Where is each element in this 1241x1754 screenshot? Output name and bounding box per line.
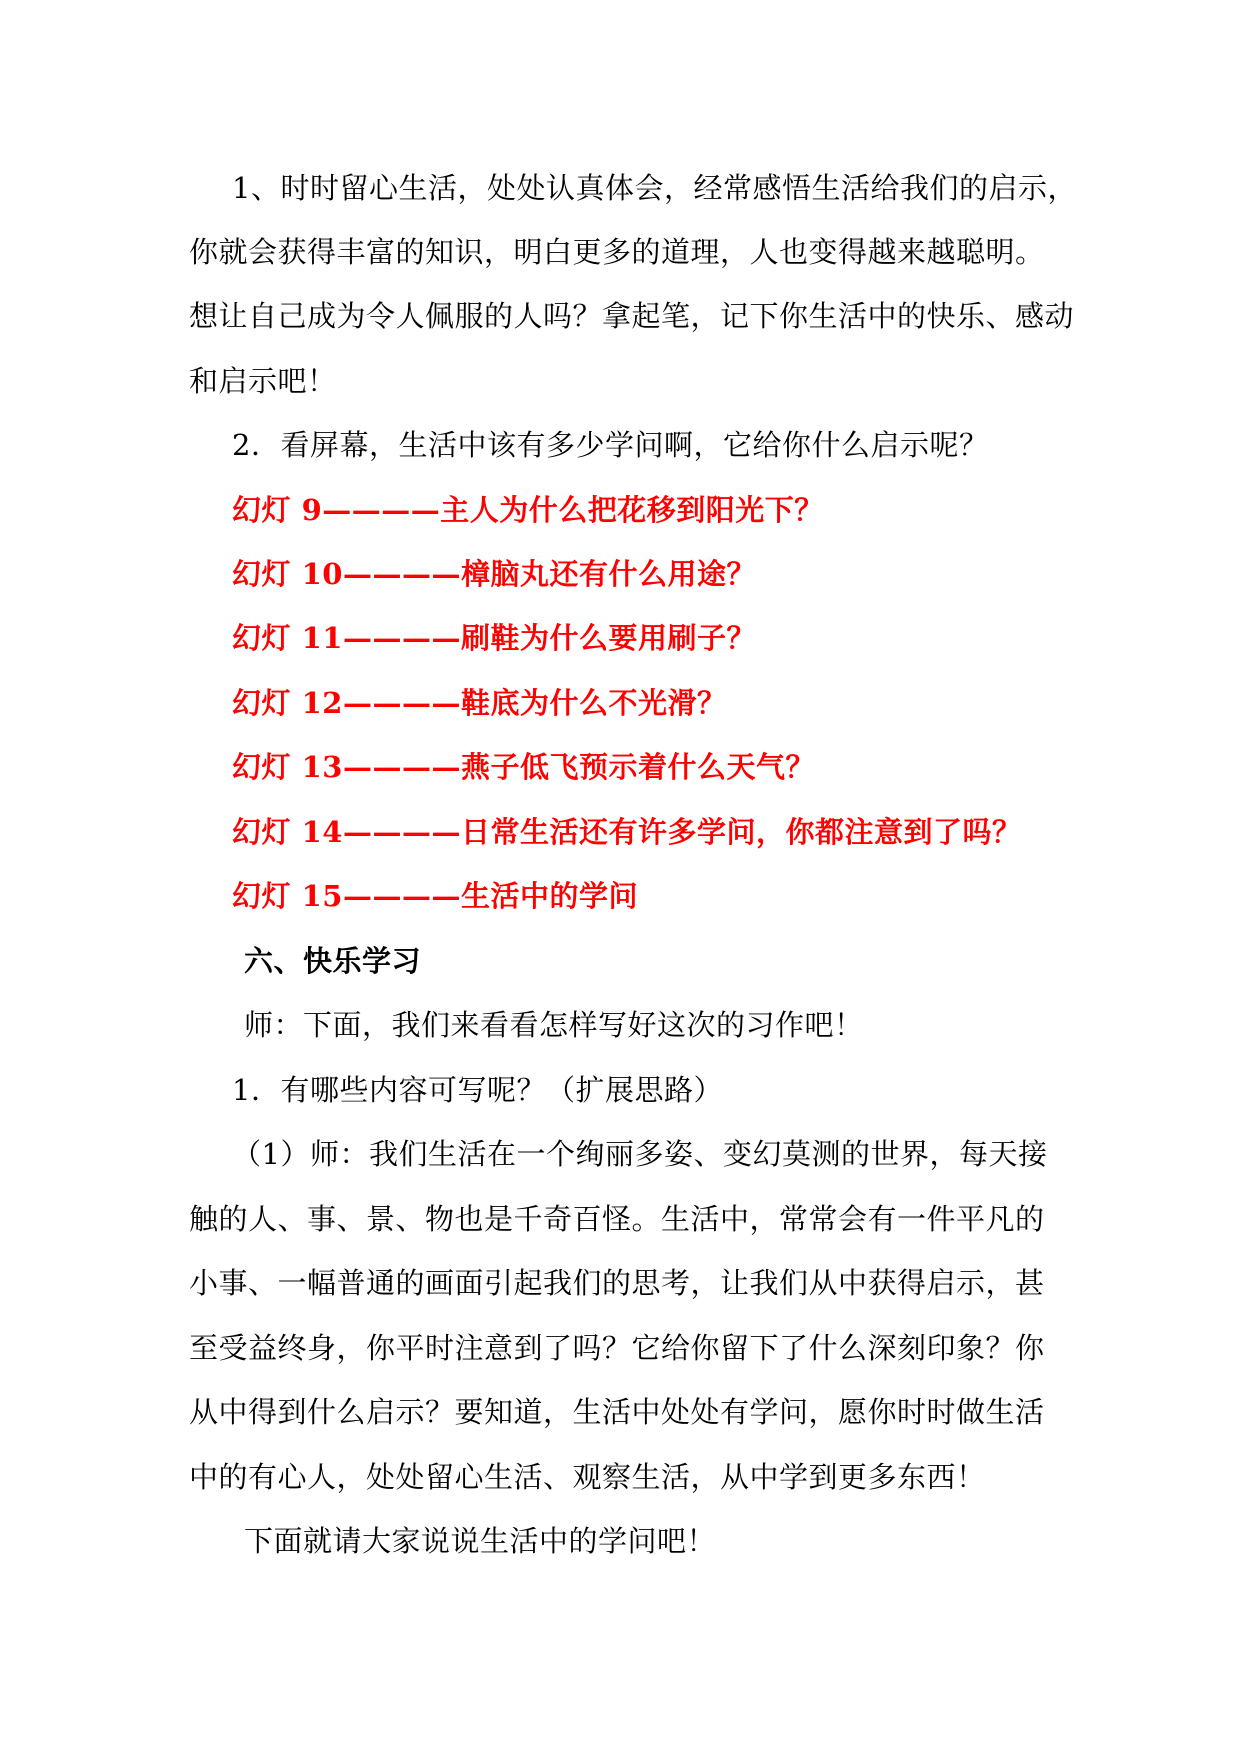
paragraph-3-line-6: 中的有心人，处处留心生活、观察生活，从中学到更多东西！ xyxy=(189,1460,986,1494)
paragraph-1-line-3: 想让自己成为令人佩服的人吗？拿起笔，记下你生活中的快乐、感动 xyxy=(189,299,1075,333)
paragraph-1-line-2: 你就会获得丰富的知识，明白更多的道理，人也变得越来越聪明。 xyxy=(189,235,1045,269)
teacher-line: 师：下面，我们来看看怎样写好这次的习作吧！ xyxy=(244,1008,864,1042)
slide-15-item: 幻灯 15————生活中的学问 xyxy=(232,879,638,913)
slide-13-item: 幻灯 13————燕子低飞预示着什么天气？ xyxy=(232,750,815,784)
section-heading: 六、快乐学习 xyxy=(244,944,422,978)
closing-line: 下面就请大家说说生活中的学问吧！ xyxy=(244,1524,717,1558)
slide-14-item: 幻灯 14————日常生活还有许多学问，你都注意到了吗？ xyxy=(232,815,1022,849)
paragraph-3-line-2: 触的人、事、景、物也是千奇百怪。生活中，常常会有一件平凡的 xyxy=(189,1202,1045,1236)
paragraph-1-line-4: 和启示吧！ xyxy=(189,364,337,398)
paragraph-1-line-1: 1、时时留心生活，处处认真体会，经常感悟生活给我们的启示， xyxy=(232,171,1077,205)
slide-10-item: 幻灯 10————樟脑丸还有什么用途？ xyxy=(232,557,756,591)
paragraph-3-line-3: 小事、一幅普通的画面引起我们的思考，让我们从中获得启示，甚 xyxy=(189,1266,1045,1300)
paragraph-3-line-4: 至受益终身，你平时注意到了吗？它给你留下了什么深刻印象？你 xyxy=(189,1331,1045,1365)
slide-11-item: 幻灯 11————刷鞋为什么要用刷子？ xyxy=(232,621,756,655)
slide-12-item: 幻灯 12————鞋底为什么不光滑？ xyxy=(232,686,727,720)
item-1: 1．有哪些内容可写呢？（扩展思路） xyxy=(232,1073,723,1107)
paragraph-2: 2．看屏幕，生活中该有多少学问啊，它给你什么启示呢？ xyxy=(232,428,989,462)
paragraph-3-line-5: 从中得到什么启示？要知道，生活中处处有学问，愿你时时做生活 xyxy=(189,1395,1045,1429)
slide-9-item: 幻灯 9————主人为什么把花移到阳光下？ xyxy=(232,493,824,527)
paragraph-3-line-1: （1）师：我们生活在一个绚丽多姿、变幻莫测的世界，每天接 xyxy=(232,1137,1048,1171)
